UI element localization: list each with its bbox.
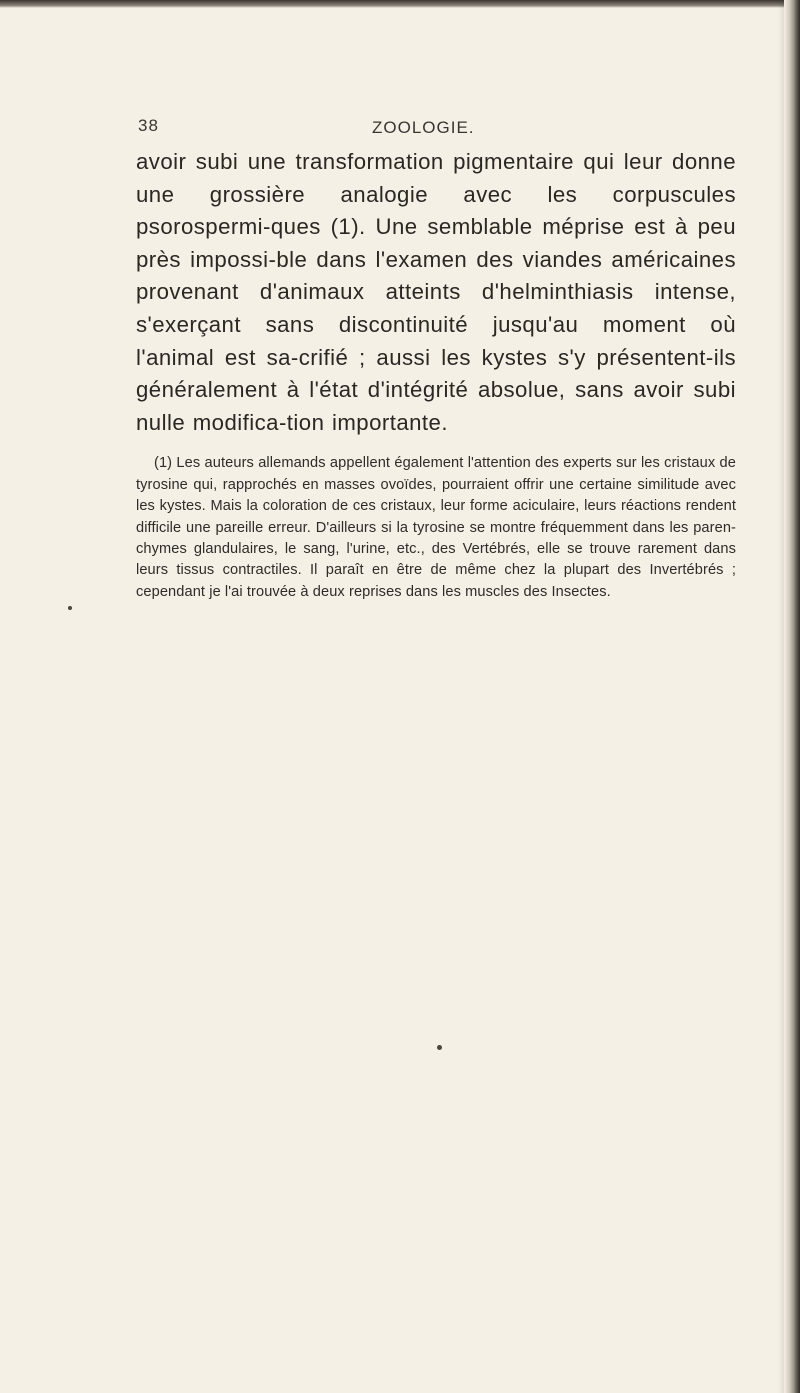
page-right-edge <box>784 0 800 1393</box>
book-page <box>136 112 736 603</box>
footnote: (1) Les auteurs allemands appellent également l'attention des experts sur les cristaux de tyrosine qui, rapprochés en masses ovoïdes, pourraient offrir une certaine similitude avec les kystes. Mais la coloration de ces cristaux, leur forme aciculaire, leurs réactions rendent difficile une pareille erreur. D'ailleurs si la tyrosine se montre fréquemment dans les paren-chymes glandulaires, le sang, l'urine, etc., des Vertébrés, elle se trouve rarement dans leurs tissus contractiles. Il paraît en être de même chez la plupart des Invertébrés ; cependant je l'ai trouvée à deux reprises dans les muscles des Insectes. <box>136 455 736 600</box>
page-number: 38 <box>138 116 159 135</box>
body-paragraph: avoir subi une transformation pigmentaire qui leur donne une grossière analogie avec les corpuscules psorospermi-ques (1). Une semblable méprise est à peu près impossi-ble dans l'examen des viandes américaines provenant d'animaux atteints d'helminthiasis intense, s'exerçant sans discontinuité jusqu'au moment où l'animal est sa-crifié ; aussi les kystes s'y présentent-ils généralement à l'état d'intégrité absolue, sans avoir subi nulle modifica-tion importante. <box>136 149 736 435</box>
page-header <box>136 112 736 146</box>
running-title: ZOOLOGIE. <box>372 118 475 137</box>
ink-speck <box>437 1045 442 1050</box>
ink-speck <box>68 606 72 610</box>
page-top-edge <box>0 0 800 8</box>
